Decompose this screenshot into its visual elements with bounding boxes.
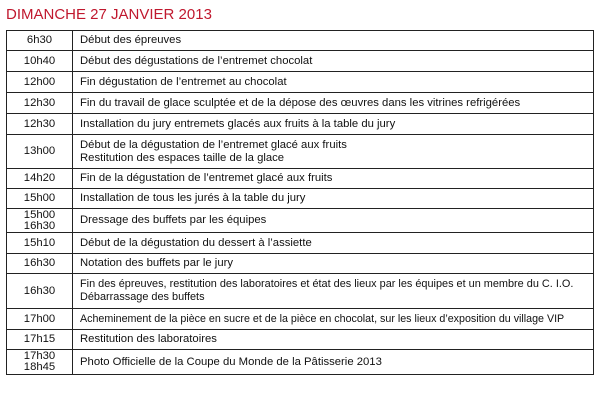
table-row xyxy=(7,51,594,72)
description-cell: Photo Officielle de la Coupe du Monde de la Pâtisserie 2013 xyxy=(73,350,594,375)
time-cell: 17h15 xyxy=(7,330,73,350)
table-row xyxy=(7,209,594,233)
description-cell: Fin dégustation de l’entremet au chocolat xyxy=(73,72,594,93)
description-cell: Installation du jury entremets glacés aux fruits à la table du jury xyxy=(73,114,594,135)
time-cell: 12h30 xyxy=(7,114,73,135)
table-row xyxy=(7,31,594,51)
schedule-table xyxy=(6,30,594,375)
table-row xyxy=(7,135,594,169)
description-cell: Installation de tous les jurés à la table du jury xyxy=(73,189,594,209)
time-cell: 10h40 xyxy=(7,51,73,72)
table-row xyxy=(7,254,594,274)
table-row xyxy=(7,93,594,114)
time-cell: 17h30 18h45 xyxy=(7,350,73,375)
table-row xyxy=(7,72,594,93)
description-cell: Début de la dégustation du dessert à l’assiette xyxy=(73,233,594,254)
table-row xyxy=(7,309,594,330)
table-row xyxy=(7,274,594,309)
description-cell: Début de la dégustation de l’entremet glacé aux fruits Restitution des espaces taille de la glace xyxy=(73,135,594,169)
description-cell: Acheminement de la pièce en sucre et de la pièce en chocolat, sur les lieux d’exposition du village VIP xyxy=(73,309,594,330)
page-title: DIMANCHE 27 JANVIER 2013 xyxy=(6,6,212,23)
time-cell: 15h00 xyxy=(7,189,73,209)
table-row xyxy=(7,189,594,209)
time-cell: 15h10 xyxy=(7,233,73,254)
description-cell: Dressage des buffets par les équipes xyxy=(73,209,594,233)
table-row xyxy=(7,114,594,135)
description-cell: Fin des épreuves, restitution des laboratoires et état des lieux par les équipes et un membre du C. I.O. Débarrassage des buffets xyxy=(73,274,594,309)
time-cell: 12h30 xyxy=(7,93,73,114)
description-cell: Notation des buffets par le jury xyxy=(73,254,594,274)
time-cell: 13h00 xyxy=(7,135,73,169)
description-cell: Fin de la dégustation de l’entremet glacé aux fruits xyxy=(73,169,594,189)
description-cell: Restitution des laboratoires xyxy=(73,330,594,350)
description-cell: Début des épreuves xyxy=(73,31,594,51)
time-cell: 12h00 xyxy=(7,72,73,93)
table-row xyxy=(7,169,594,189)
table-row xyxy=(7,233,594,254)
table-row xyxy=(7,330,594,350)
description-cell: Début des dégustations de l’entremet chocolat xyxy=(73,51,594,72)
time-cell: 14h20 xyxy=(7,169,73,189)
time-cell: 16h30 xyxy=(7,274,73,309)
time-cell: 6h30 xyxy=(7,31,73,51)
table-row xyxy=(7,350,594,375)
description-cell: Fin du travail de glace sculptée et de la dépose des œuvres dans les vitrines refrigérées xyxy=(73,93,594,114)
time-cell: 17h00 xyxy=(7,309,73,330)
time-cell: 15h00 16h30 xyxy=(7,209,73,233)
time-cell: 16h30 xyxy=(7,254,73,274)
